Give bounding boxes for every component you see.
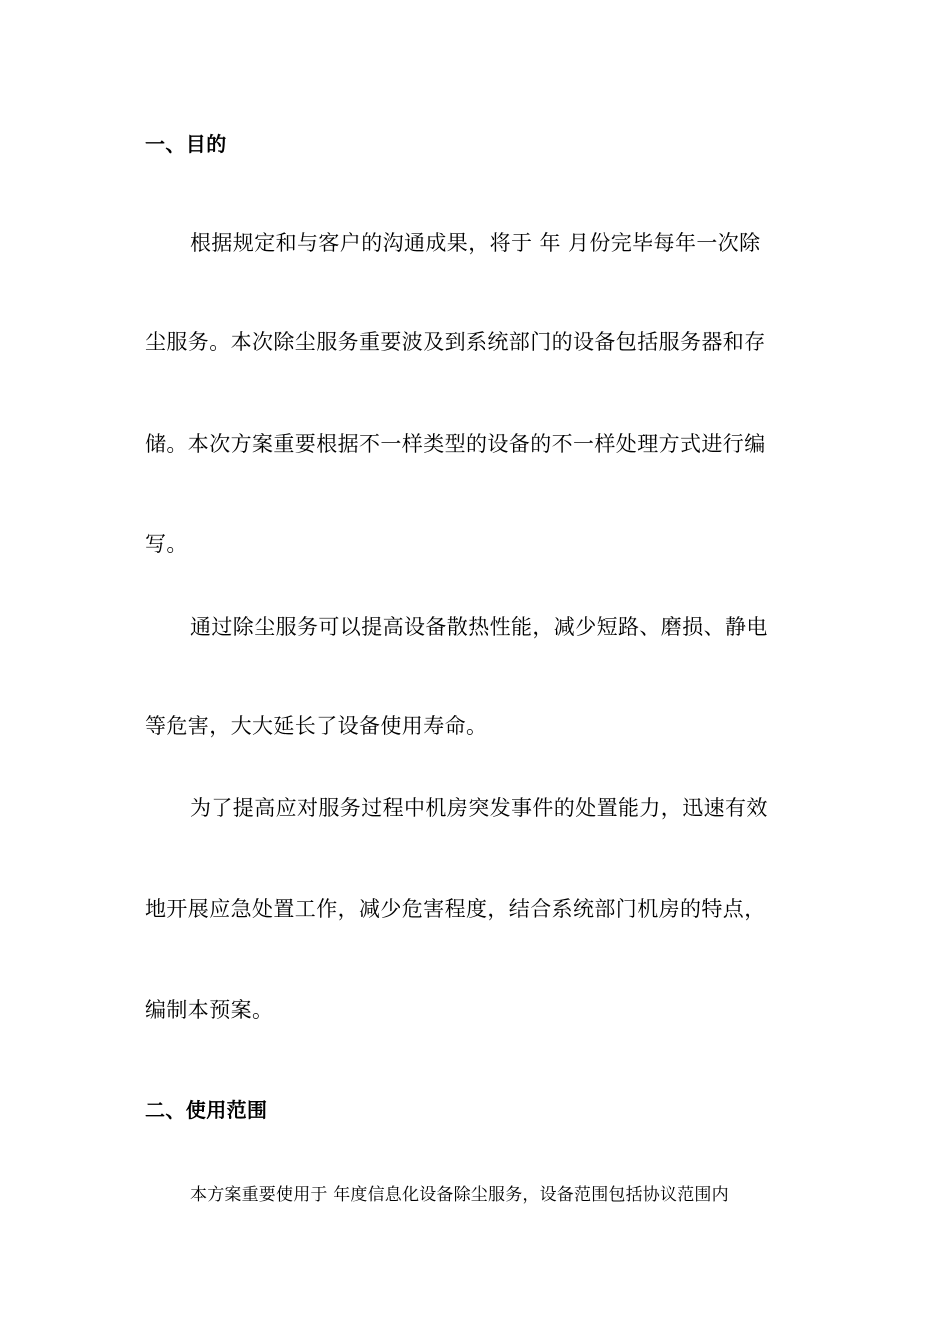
paragraph-line: 为了提高应对服务过程中机房突发事件的处置能力，迅速有效 (190, 796, 768, 820)
paragraph-line: 通过除尘服务可以提高设备散热性能，减少短路、磨损、静电 (190, 615, 768, 639)
paragraph-line: 地开展应急处置工作，减少危害程度，结合系统部门机房的特点， (145, 897, 766, 921)
section-heading-purpose: 一、目的 (145, 132, 227, 156)
paragraph-line: 本方案重要使用于 年度信息化设备除尘服务，设备范围包括协议范围内 (190, 1185, 729, 1205)
paragraph-line: 尘服务。本次除尘服务重要波及到系统部门的设备包括服务器和存 (145, 330, 766, 354)
section-heading-scope: 二、使用范围 (145, 1098, 268, 1122)
paragraph-line: 写。 (145, 532, 188, 556)
paragraph-line: 等危害，大大延长了设备使用寿命。 (145, 714, 488, 738)
paragraph-line: 编制本预案。 (145, 998, 274, 1022)
paragraph-line: 储。本次方案重要根据不一样类型的设备的不一样处理方式进行编 (145, 432, 766, 456)
paragraph-line: 根据规定和与客户的沟通成果，将于 年 月份完毕每年一次除 (190, 231, 761, 255)
